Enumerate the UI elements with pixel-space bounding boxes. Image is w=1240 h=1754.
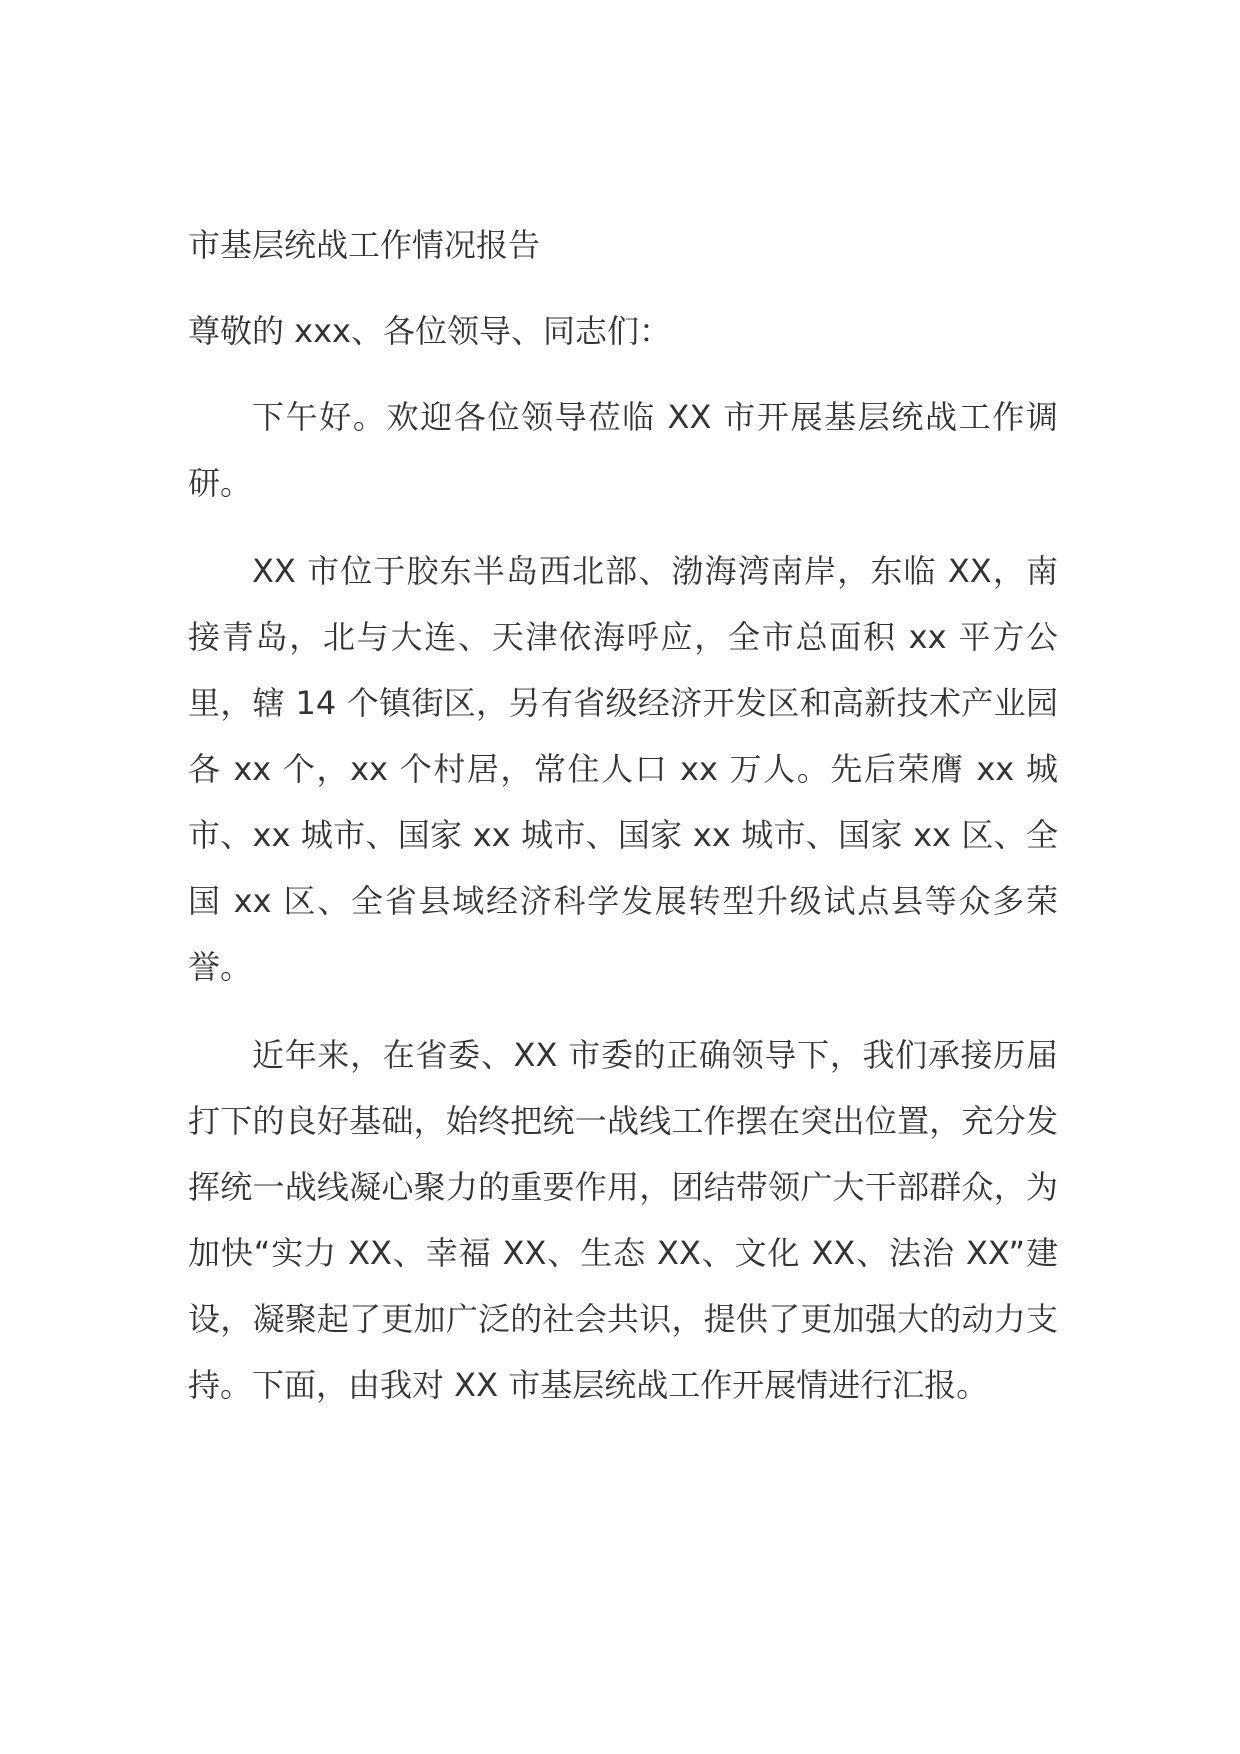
paragraph-work-summary: 近年来，在省委、XX 市委的正确领导下，我们承接历届打下的良好基础，始终把统一战线工作摆在突出位置，充分发挥统一战线凝心聚力的重要作用，团结带领广大干部群众，为加快“实力 XX、幸福 XX、生态 XX、文化 XX、法治 XX”建设，凝聚起了更加广泛的社会共识，提供了更加强大的动力支持。下面，由我对 XX 市基层统战工作开展情进行汇报。 [188, 1036, 1058, 1404]
paragraph-greeting: 下午好。欢迎各位领导莅临 XX 市开展基层统战工作调研。 [188, 398, 1058, 502]
document-body [188, 212, 1058, 1440]
paragraph-city-overview: XX 市位于胶东半岛西北部、渤海湾南岸，东临 XX，南接青岛，北与大连、天津依海呼应，全市总面积 xx 平方公里，辖 14 个镇街区，另有省级经济开发区和高新技术产业园各 xx 个，xx 个村居，常住人口 xx 万人。先后荣膺 xx 城市、xx 城市、国家 xx 城市、国家 xx 城市、国家 xx 区、全国 xx 区、全省县域经济科学发展转型升级试点县等众多荣誉。 [188, 552, 1058, 986]
document-title: 市基层统战工作情况报告 [188, 226, 541, 264]
salutation: 尊敬的 xxx、各位领导、同志们： [188, 312, 671, 350]
